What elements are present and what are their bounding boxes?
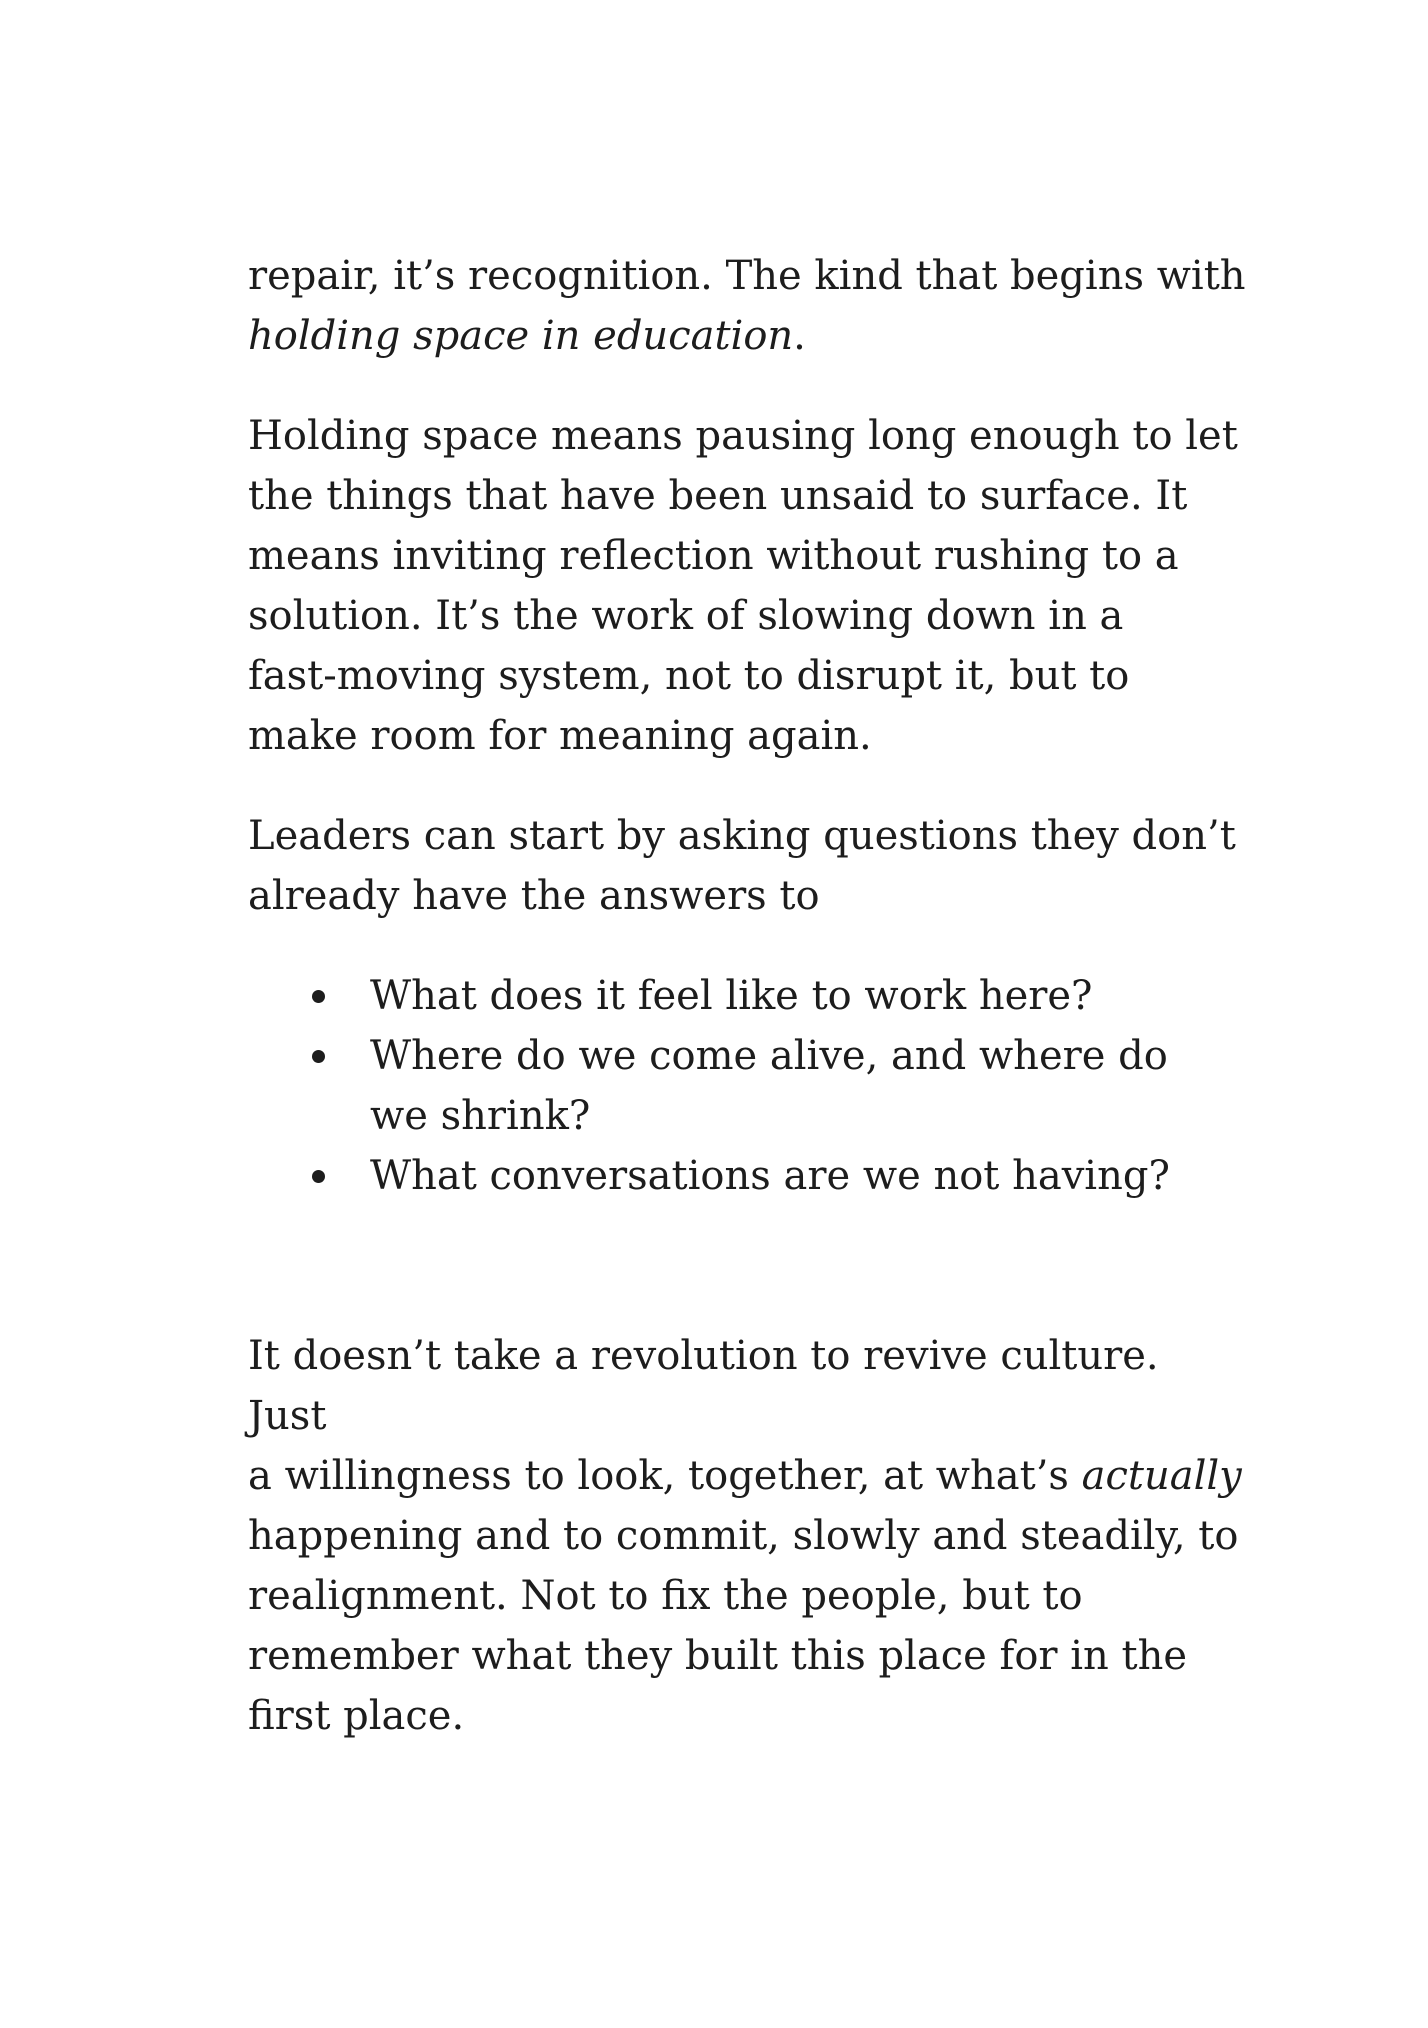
intro-emphasis: holding space in education bbox=[248, 313, 794, 359]
holding-space-line: solution. It’s the work of slowing down in a bbox=[248, 593, 1124, 639]
closing-line: first place. bbox=[248, 1693, 465, 1739]
list-item bbox=[248, 1026, 1190, 1146]
bullet-icon bbox=[312, 1050, 325, 1063]
intro-line: repair, it’s recognition. The kind that begins with bbox=[248, 253, 1246, 299]
document-page bbox=[248, 246, 1248, 1746]
list-item bbox=[248, 966, 1190, 1026]
bullet-icon bbox=[312, 1170, 325, 1183]
leaders-line: already have the answers to bbox=[248, 873, 820, 919]
closing-line: happening and to commit, slowly and steadily, to bbox=[248, 1513, 1239, 1559]
holding-space-line: make room for meaning again. bbox=[248, 713, 872, 759]
leaders-paragraph bbox=[248, 806, 1248, 926]
question-text: Where do we come alive, and where do we shrink? bbox=[370, 1033, 1168, 1139]
bullet-icon bbox=[312, 990, 325, 1003]
intro-period: . bbox=[793, 313, 806, 359]
holding-space-line: means inviting reflection without rushing to a bbox=[248, 533, 1179, 579]
holding-space-paragraph bbox=[248, 406, 1248, 766]
closing-paragraph bbox=[248, 1326, 1248, 1746]
intro-paragraph bbox=[248, 246, 1248, 366]
closing-line: It doesn’t take a revolution to revive culture. Just bbox=[248, 1333, 1159, 1439]
list-item bbox=[248, 1146, 1190, 1206]
closing-line: realignment. Not to fix the people, but to bbox=[248, 1573, 1083, 1619]
closing-emphasis: actually bbox=[1081, 1453, 1242, 1499]
holding-space-line: the things that have been unsaid to surface. It bbox=[248, 473, 1188, 519]
holding-space-line: Holding space means pausing long enough to let bbox=[248, 413, 1238, 459]
leaders-line: Leaders can start by asking questions they don’t bbox=[248, 813, 1236, 859]
question-text: What does it feel like to work here? bbox=[370, 973, 1093, 1019]
question-text: What conversations are we not having? bbox=[370, 1153, 1170, 1199]
closing-line: a willingness to look, together, at what’s bbox=[248, 1453, 1082, 1499]
holding-space-line: fast-moving system, not to disrupt it, but to bbox=[248, 653, 1130, 699]
question-list bbox=[248, 966, 1248, 1206]
closing-line: remember what they built this place for in the bbox=[248, 1633, 1188, 1679]
